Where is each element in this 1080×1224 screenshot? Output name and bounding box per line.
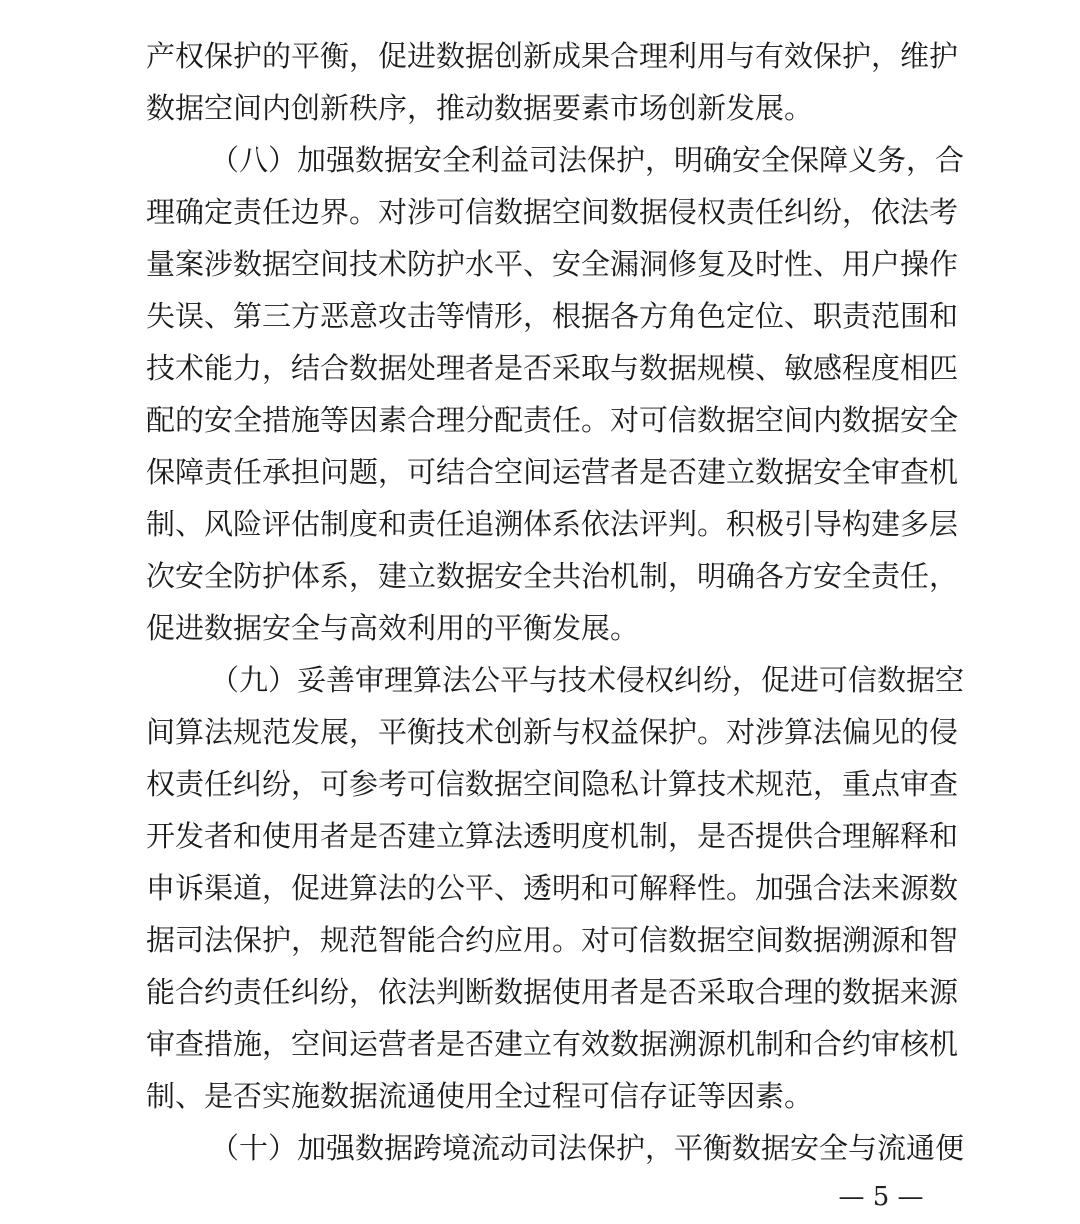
body-text-line: 量案涉数据空间技术防护水平、安全漏洞修复及时性、用户操作 bbox=[146, 247, 959, 281]
body-text-line: 间算法规范发展，平衡技术创新与权益保护。对涉算法偏见的侵 bbox=[146, 715, 959, 749]
section-heading-line: （八）加强数据安全利益司法保护，明确安全保障义务，合 bbox=[210, 143, 965, 177]
body-text-line: 审查措施，空间运营者是否建立有效数据溯源机制和合约审核机 bbox=[146, 1027, 959, 1061]
page-number: — 5 — bbox=[838, 1182, 924, 1212]
body-text-line: 开发者和使用者是否建立算法透明度机制，是否提供合理解释和 bbox=[146, 819, 959, 853]
section-heading-line: （十）加强数据跨境流动司法保护，平衡数据安全与流通便 bbox=[210, 1131, 965, 1165]
body-text-line: 权责任纠纷，可参考可信数据空间隐私计算技术规范，重点审查 bbox=[146, 767, 959, 801]
body-text-line: 次安全防护体系，建立数据安全共治机制，明确各方安全责任， bbox=[146, 559, 959, 593]
body-text-line: 制、是否实施数据流通使用全过程可信存证等因素。 bbox=[146, 1079, 814, 1113]
body-text-line: 保障责任承担问题，可结合空间运营者是否建立数据安全审查机 bbox=[146, 455, 959, 489]
body-text-line: 配的安全措施等因素合理分配责任。对可信数据空间内数据安全 bbox=[146, 403, 959, 437]
body-text-line: 促进数据安全与高效利用的平衡发展。 bbox=[146, 611, 640, 645]
body-text-line: 理确定责任边界。对涉可信数据空间数据侵权责任纠纷，依法考 bbox=[146, 195, 959, 229]
body-text-line: 制、风险评估制度和责任追溯体系依法评判。积极引导构建多层 bbox=[146, 507, 959, 541]
body-text-line: 产权保护的平衡，促进数据创新成果合理利用与有效保护，维护 bbox=[146, 39, 959, 73]
section-heading-line: （九）妥善审理算法公平与技术侵权纠纷，促进可信数据空 bbox=[210, 663, 965, 697]
body-text-line: 能合约责任纠纷，依法判断数据使用者是否采取合理的数据来源 bbox=[146, 975, 959, 1009]
body-text-line: 失误、第三方恶意攻击等情形，根据各方角色定位、职责范围和 bbox=[146, 299, 959, 333]
body-text-line: 数据空间内创新秩序，推动数据要素市场创新发展。 bbox=[146, 91, 814, 125]
body-text-line: 技术能力，结合数据处理者是否采取与数据规模、敏感程度相匹 bbox=[146, 351, 959, 385]
body-text-line: 申诉渠道，促进算法的公平、透明和可解释性。加强合法来源数 bbox=[146, 871, 959, 905]
body-text-line: 据司法保护，规范智能合约应用。对可信数据空间数据溯源和智 bbox=[146, 923, 959, 957]
